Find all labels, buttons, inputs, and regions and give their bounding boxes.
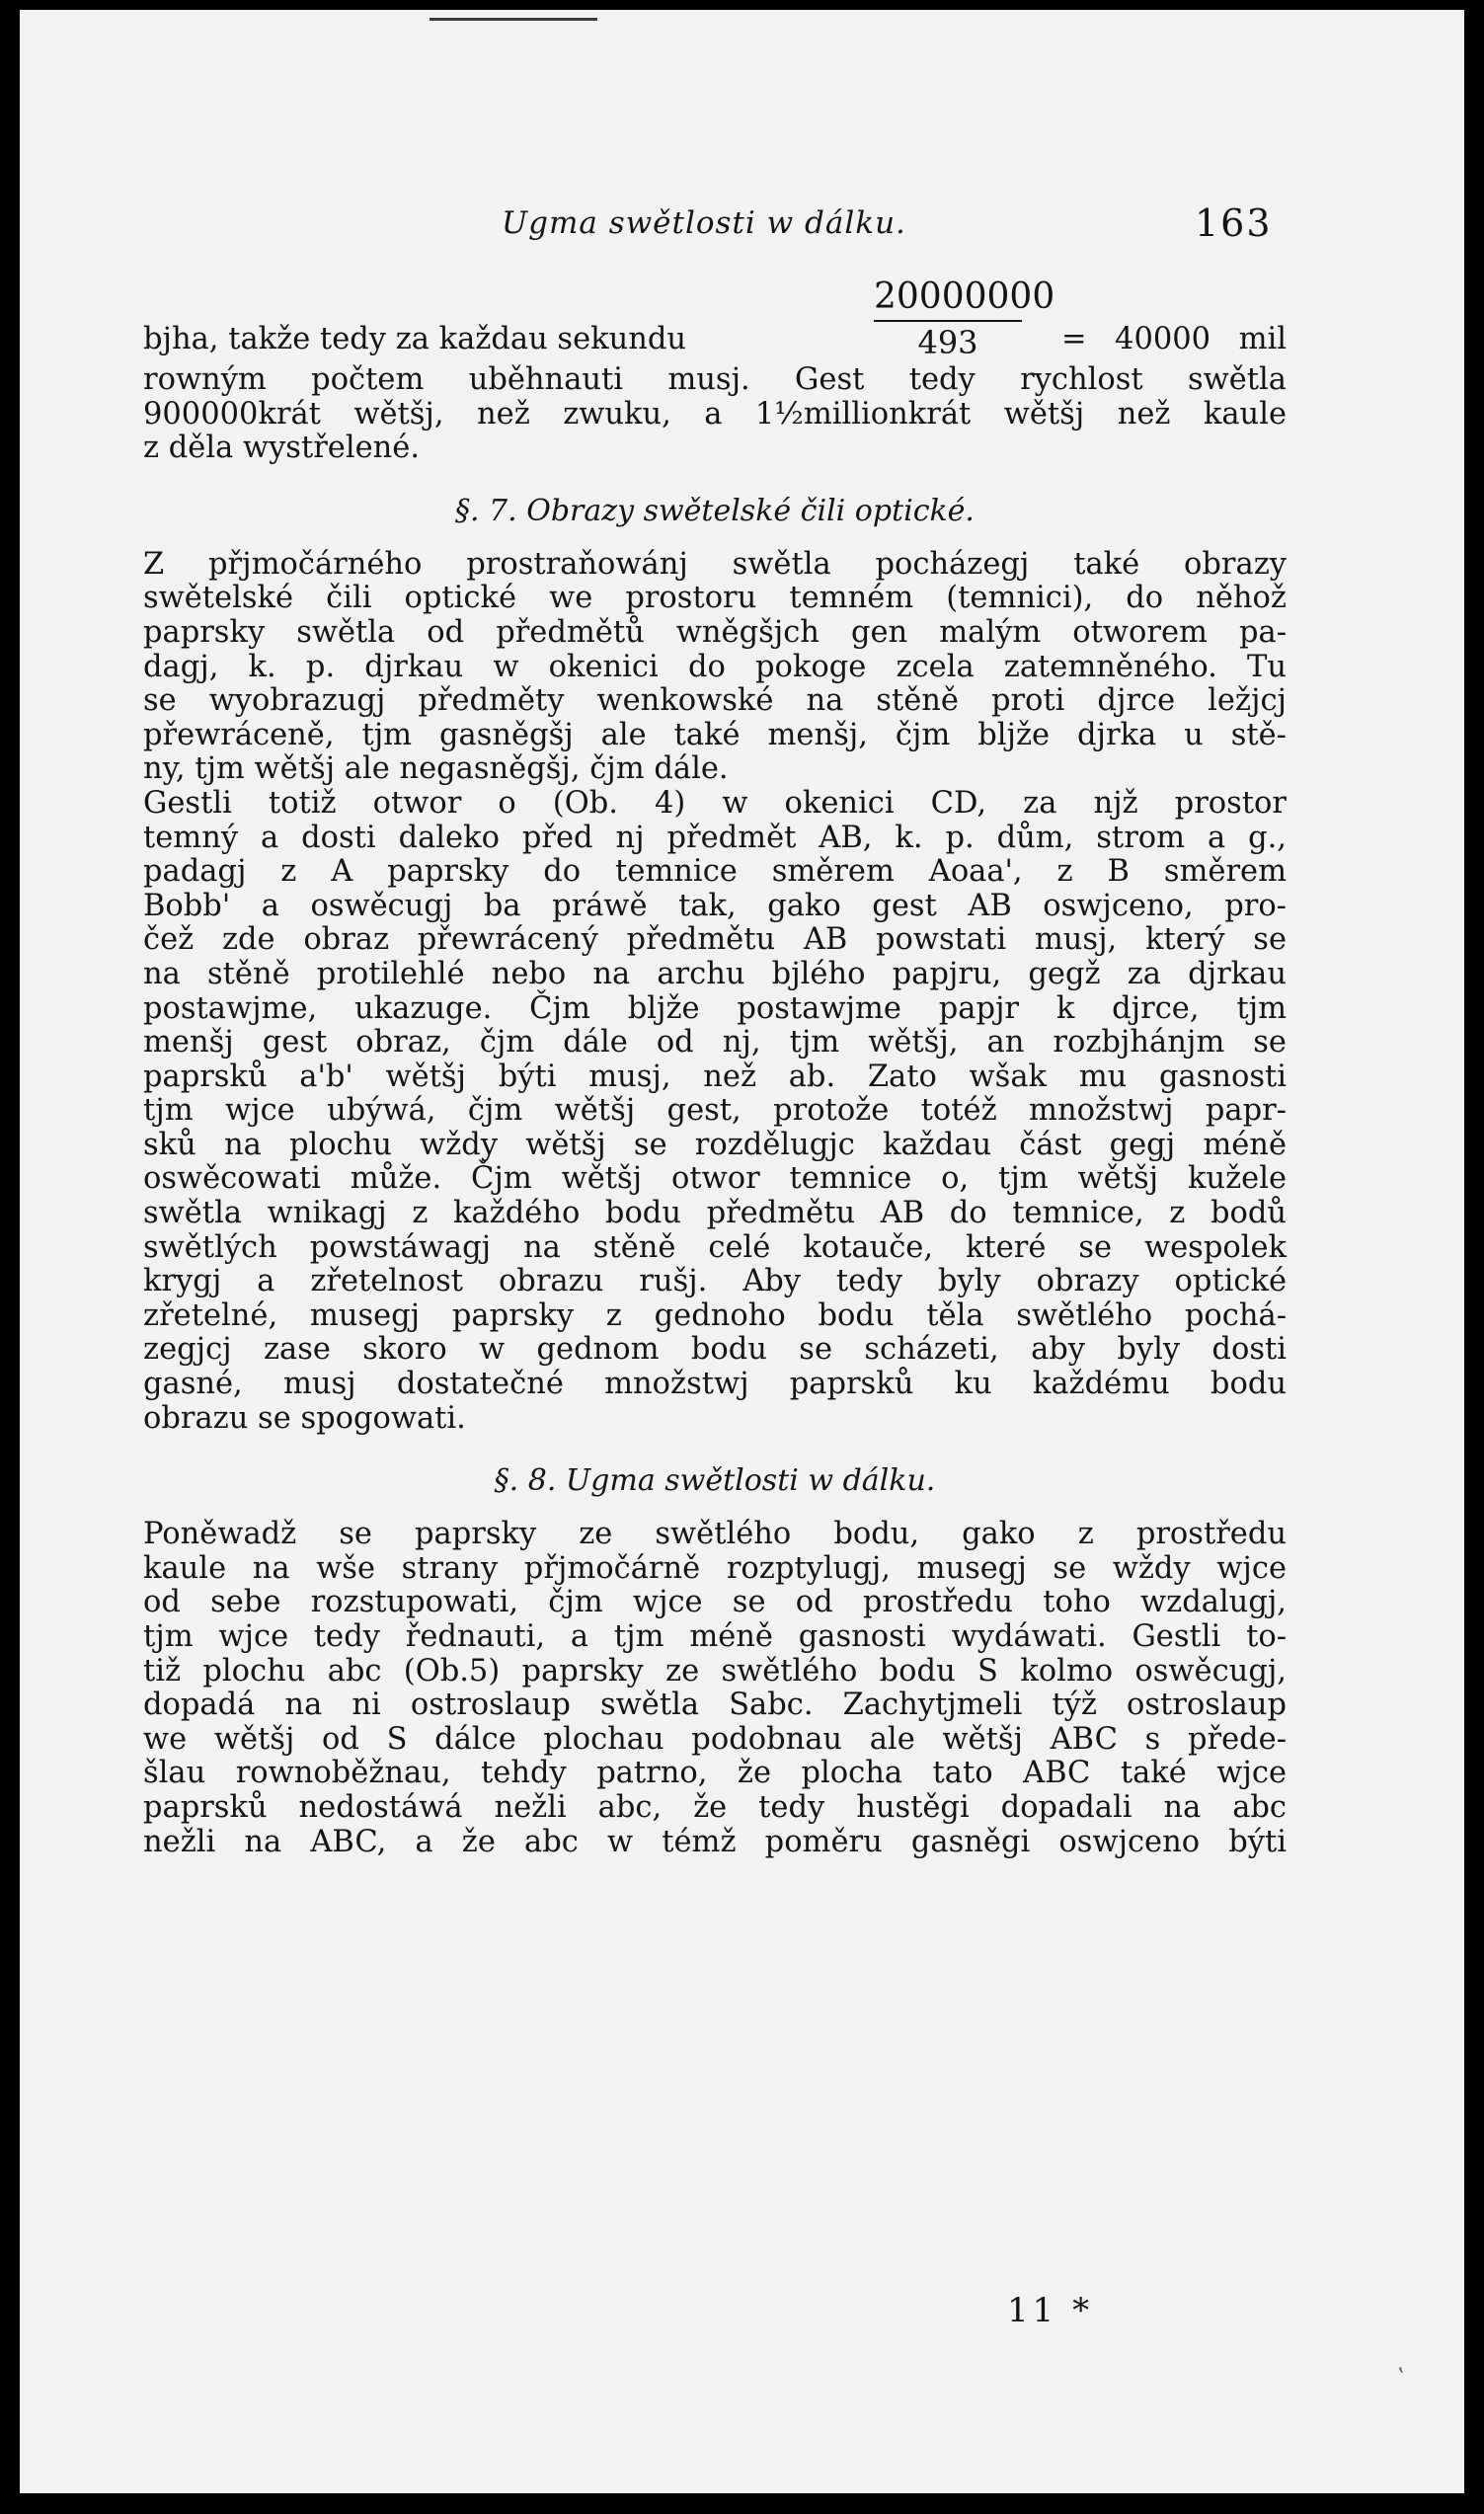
text-line: na stěně protilehlé nebo na archu bjlého papjru, gegž za djrkau xyxy=(143,956,1287,991)
paragraph-3 xyxy=(143,787,1287,1436)
text-line: paprsky swětla od předmětů wněgšjch gen malým otworem pa- xyxy=(143,614,1287,650)
section-8-heading xyxy=(143,1453,1287,1508)
text-line: padagj z A paprsky do temnice směrem Aoaa', z B směrem xyxy=(143,854,1287,890)
text-line: dagj, k. p. djrkau w okenici do pokoge zcela zatemněného. Tu xyxy=(143,649,1287,684)
text-line: ny, tjm wětšj ale negasněgšj, čjm dále. xyxy=(143,751,729,787)
text-line: swětelské čili optické we prostoru temném (temnici), do něhož xyxy=(143,581,1287,616)
text-line: paprsků a'b' wětšj býti musj, než ab. Zato wšak mu gasnosti xyxy=(143,1059,1287,1094)
text-line: Gestli totiž otwor o (Ob. 4) w okenici CD, za njž prostor xyxy=(143,785,1287,821)
text-line: přewráceně, tjm gasněgšj ale také menšj, čjm bljže djrka u stě- xyxy=(143,717,1287,752)
text-line: sků na plochu wždy wětšj se rozdělugjc každau část gegj méně xyxy=(143,1127,1287,1162)
running-title: Ugma swětlosti w dálku. xyxy=(502,205,906,241)
equation-line xyxy=(143,276,1287,363)
text-line: paprsků nedostáwá nežli abc, že tedy hustěgi dopadali na abc xyxy=(143,1789,1287,1825)
text-line: kaule na wše strany přjmočárně rozptylugj, musegj se wždy wjce xyxy=(143,1550,1287,1586)
text-line: od sebe rozstupowati, čjm wjce se od prostředu toho wzdalugj, xyxy=(143,1585,1287,1620)
text-line: nežli na ABC, a že abc w témž poměru gasněgi oswjceno býti xyxy=(143,1824,1287,1859)
text-line: swětlých powstáwagj na stěně celé kotauče, které se wespolek xyxy=(143,1229,1287,1265)
text-line: zřetelné, musegj paprsky z gednoho bodu těla swětlého pochá- xyxy=(143,1297,1287,1333)
text-line: tjm wjce tedy řednauti, a tjm méně gasnosti wydáwati. Gestli to- xyxy=(143,1619,1287,1654)
text-line: 900000krát wětšj, než zwuku, a 1½millionkrát wětšj než kaule xyxy=(143,396,1287,432)
corner-mark: ʽ xyxy=(1397,2365,1404,2390)
text-line: z děla wystřelené. xyxy=(143,431,421,466)
section-heading-text: §. 8. Ugma swětlosti w dálku. xyxy=(494,1463,936,1499)
text-line: zegjcj zase skoro w gednom bodu se scházeti, aby byly dosti xyxy=(143,1332,1287,1368)
text-line: Bobb' a oswěcugj ba práwě tak, gako gest AB oswjceno, pro- xyxy=(143,888,1287,923)
text-line: Z přjmočárného prostraňowánj swětla pocházegj také obrazy xyxy=(143,546,1287,582)
text-line: krygj a zřetelnost obrazu rušj. Aby tedy byly obrazy optické xyxy=(143,1264,1287,1299)
page-edge-line xyxy=(430,18,597,21)
running-header xyxy=(20,201,1464,255)
fraction-denominator: 493 xyxy=(917,324,978,361)
text-line: we wětšj od S dálce plochau podobnau ale wětšj ABC s přede- xyxy=(143,1721,1287,1757)
page-number: 163 xyxy=(1195,201,1273,245)
paragraph-2 xyxy=(143,548,1287,787)
text-line: oswěcowati může. Čjm wětšj otwor temnice o, tjm wětšj kužele xyxy=(143,1161,1287,1197)
signature-mark: 11 * xyxy=(1007,2291,1094,2330)
fraction-bar xyxy=(874,320,1022,322)
text-line: obrazu se spogowati. xyxy=(143,1400,466,1436)
text-line: menšj gest obraz, čjm dále od nj, tjm wětšj, an rozbjhánjm se xyxy=(143,1025,1287,1061)
fraction-numerator: 20000000 xyxy=(874,276,1055,317)
text-line: se wyobrazugj předměty wenkowské na stěně proti djrce ležjcj xyxy=(143,683,1287,719)
text-line: čež zde obraz přewrácený předmětu AB powstati musj, který se xyxy=(143,922,1287,958)
text-line: temný a dosti daleko před nj předmět AB, k. p. dům, strom a g., xyxy=(143,820,1287,855)
text-line: swětla wnikagj z každého bodu předmětu AB do temnice, z bodů xyxy=(143,1196,1287,1231)
equation-left-text: bjha, takže tedy za každau sekundu xyxy=(143,322,687,356)
equation-right-text: = 40000 mil xyxy=(1061,322,1287,356)
page-body xyxy=(143,276,1287,1859)
paragraph-1 xyxy=(143,363,1287,466)
paragraph-4 xyxy=(143,1518,1287,1859)
text-line: gasné, musj dostatečné množstwj paprsků ku každému bodu xyxy=(143,1367,1287,1402)
fraction xyxy=(874,276,1055,361)
text-line: postawjme, ukazuge. Čjm bljže postawjme papjr k djrce, tjm xyxy=(143,990,1287,1026)
text-line: tiž plochu abc (Ob.5) paprsky ze swětlého bodu S kolmo oswěcugj, xyxy=(143,1653,1287,1689)
text-line: šlau rownoběžnau, tehdy patrno, že plocha tato ABC také wjce xyxy=(143,1756,1287,1791)
section-7-heading xyxy=(143,484,1287,538)
section-heading-text: §. 7. Obrazy swětelské čili optické. xyxy=(455,493,975,528)
text-line: Poněwadž se paprsky ze swětlého bodu, gako z prostředu xyxy=(143,1517,1287,1552)
book-page xyxy=(20,10,1464,2493)
text-line: rowným počtem uběhnauti musj. Gest tedy rychlost swětla xyxy=(143,362,1287,397)
text-line: dopadá na ni ostroslaup swětla Sabc. Zachytjmeli týž ostroslaup xyxy=(143,1688,1287,1723)
text-line: tjm wjce ubýwá, čjm wětšj gest, protože totéž množstwj papr- xyxy=(143,1093,1287,1129)
